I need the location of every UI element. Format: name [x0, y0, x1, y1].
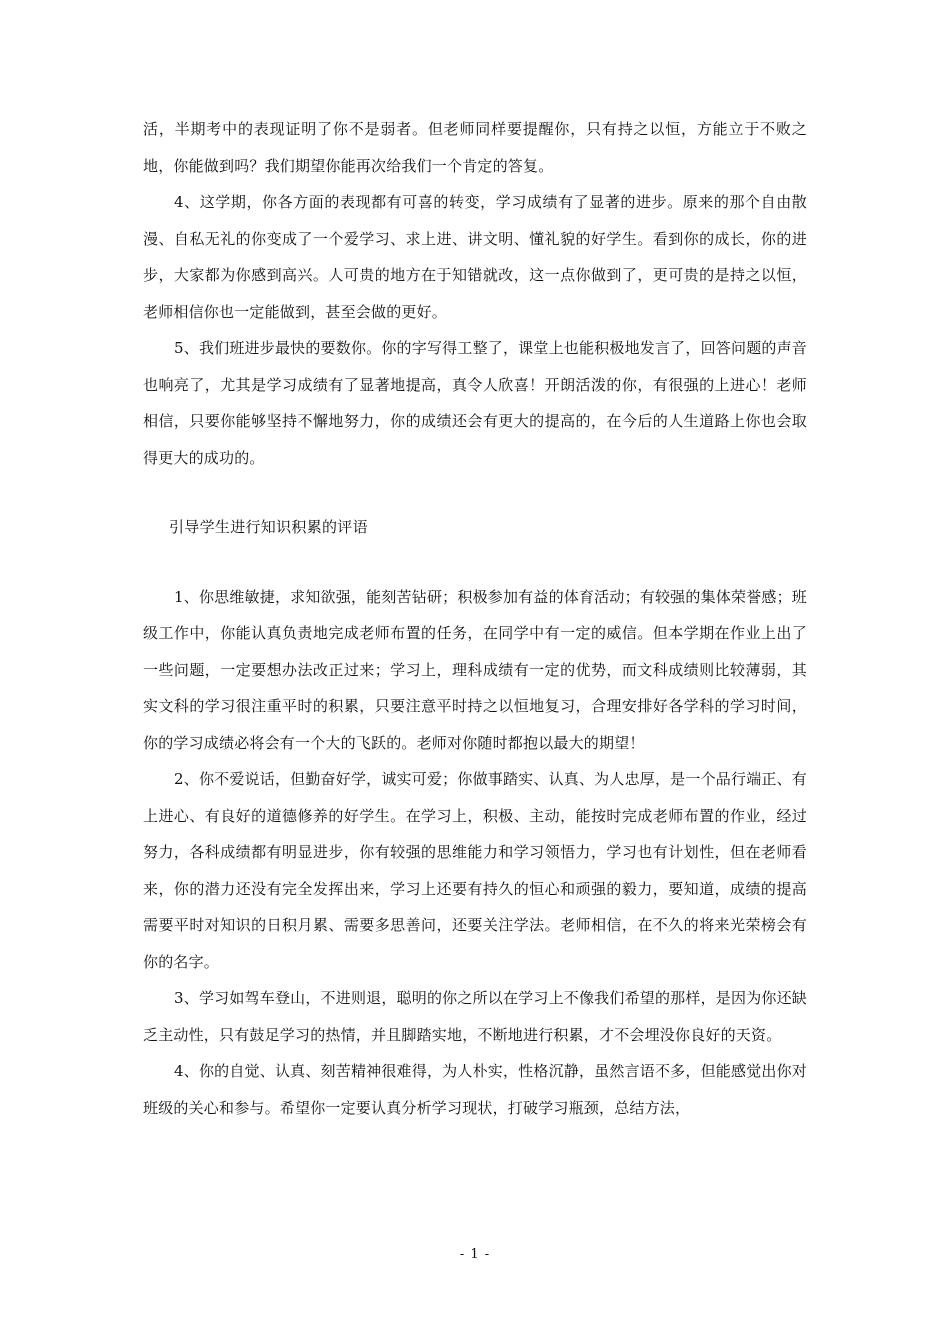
paragraph-knowledge-4: 4、你的自觉、认真、刻苦精神很难得，为人朴实，性格沉静，虽然言语不多，但能感觉出你对班级的关心和参与。希望你一定要认真分析学习现状，打破学习瓶颈，总结方法，: [143, 1062, 807, 1117]
document-body: [143, 111, 807, 1126]
paragraph-continuation: 活，半期考中的表现证明了你不是弱者。但老师同样要提醒你，只有持之以恒，方能立于不败之地，你能做到吗？我们期望你能再次给我们一个肯定的答复。: [143, 120, 807, 175]
paragraph-comment-4: 4、这学期，你各方面的表现都有可喜的转变，学习成绩有了显著的进步。原来的那个自由散漫、自私无礼的你变成了一个爱学习、求上进、讲文明、懂礼貌的好学生。看到你的成长，你的进步，大家都为你感到高兴。人可贵的地方在于知错就改，这一点你做到了，更可贵的是持之以恒，老师相信你也一定能做到，甚至会做的更好。: [143, 193, 807, 321]
page-number: - 1 -: [459, 1247, 491, 1262]
paragraph-knowledge-3: 3、学习如驾车登山，不进则退，聪明的你之所以在学习上不像我们希望的那样，是因为你还缺乏主动性，只有鼓足学习的热情，并且脚踏实地，不断地进行积累，才不会埋没你良好的天资。: [143, 989, 807, 1044]
paragraph-knowledge-1: 1、你思维敏捷，求知欲强，能刻苦钻研；积极参加有益的体育活动；有较强的集体荣誉感；班级工作中，你能认真负责地完成老师布置的任务，在同学中有一定的威信。但本学期在作业上出了一些问题，一定要想办法改正过来；学习上，理科成绩有一定的优势，而文科成绩则比较薄弱，其实文科的学习很注重平时的积累，只要注意平时持之以恒地复习，合理安排好各学科的学习时间，你的学习成绩必将会有一个大的飞跃的。老师对你随时都抱以最大的期望！: [143, 587, 807, 752]
section-heading: 引导学生进行知识积累的评语: [169, 518, 368, 536]
paragraph-comment-5: 5、我们班进步最快的要数你。你的字写得工整了，课堂上也能积极地发言了，回答问题的声音也响亮了，尤其是学习成绩有了显著地提高，真令人欣喜！开朗活泼的你，有很强的上进心！老师相信，只要你能够坚持不懈地努力，你的成绩还会有更大的提高的，在今后的人生道路上你也会取得更大的成功的。: [143, 339, 807, 467]
paragraph-knowledge-2: 2、你不爱说话，但勤奋好学，诚实可爱；你做事踏实、认真、为人忠厚，是一个品行端正、有上进心、有良好的道德修养的好学生。在学习上，积极、主动，能按时完成老师布置的作业，经过努力，各科成绩都有明显进步，你有较强的思维能力和学习领悟力，学习也有计划性，但在老师看来，你的潜力还没有完全发挥出来，学习上还要有持久的恒心和顽强的毅力，要知道，成绩的提高需要平时对知识的日积月累、需要多思善问，还要关注学法。老师相信，在不久的将来光荣榜会有你的名字。: [143, 770, 807, 971]
